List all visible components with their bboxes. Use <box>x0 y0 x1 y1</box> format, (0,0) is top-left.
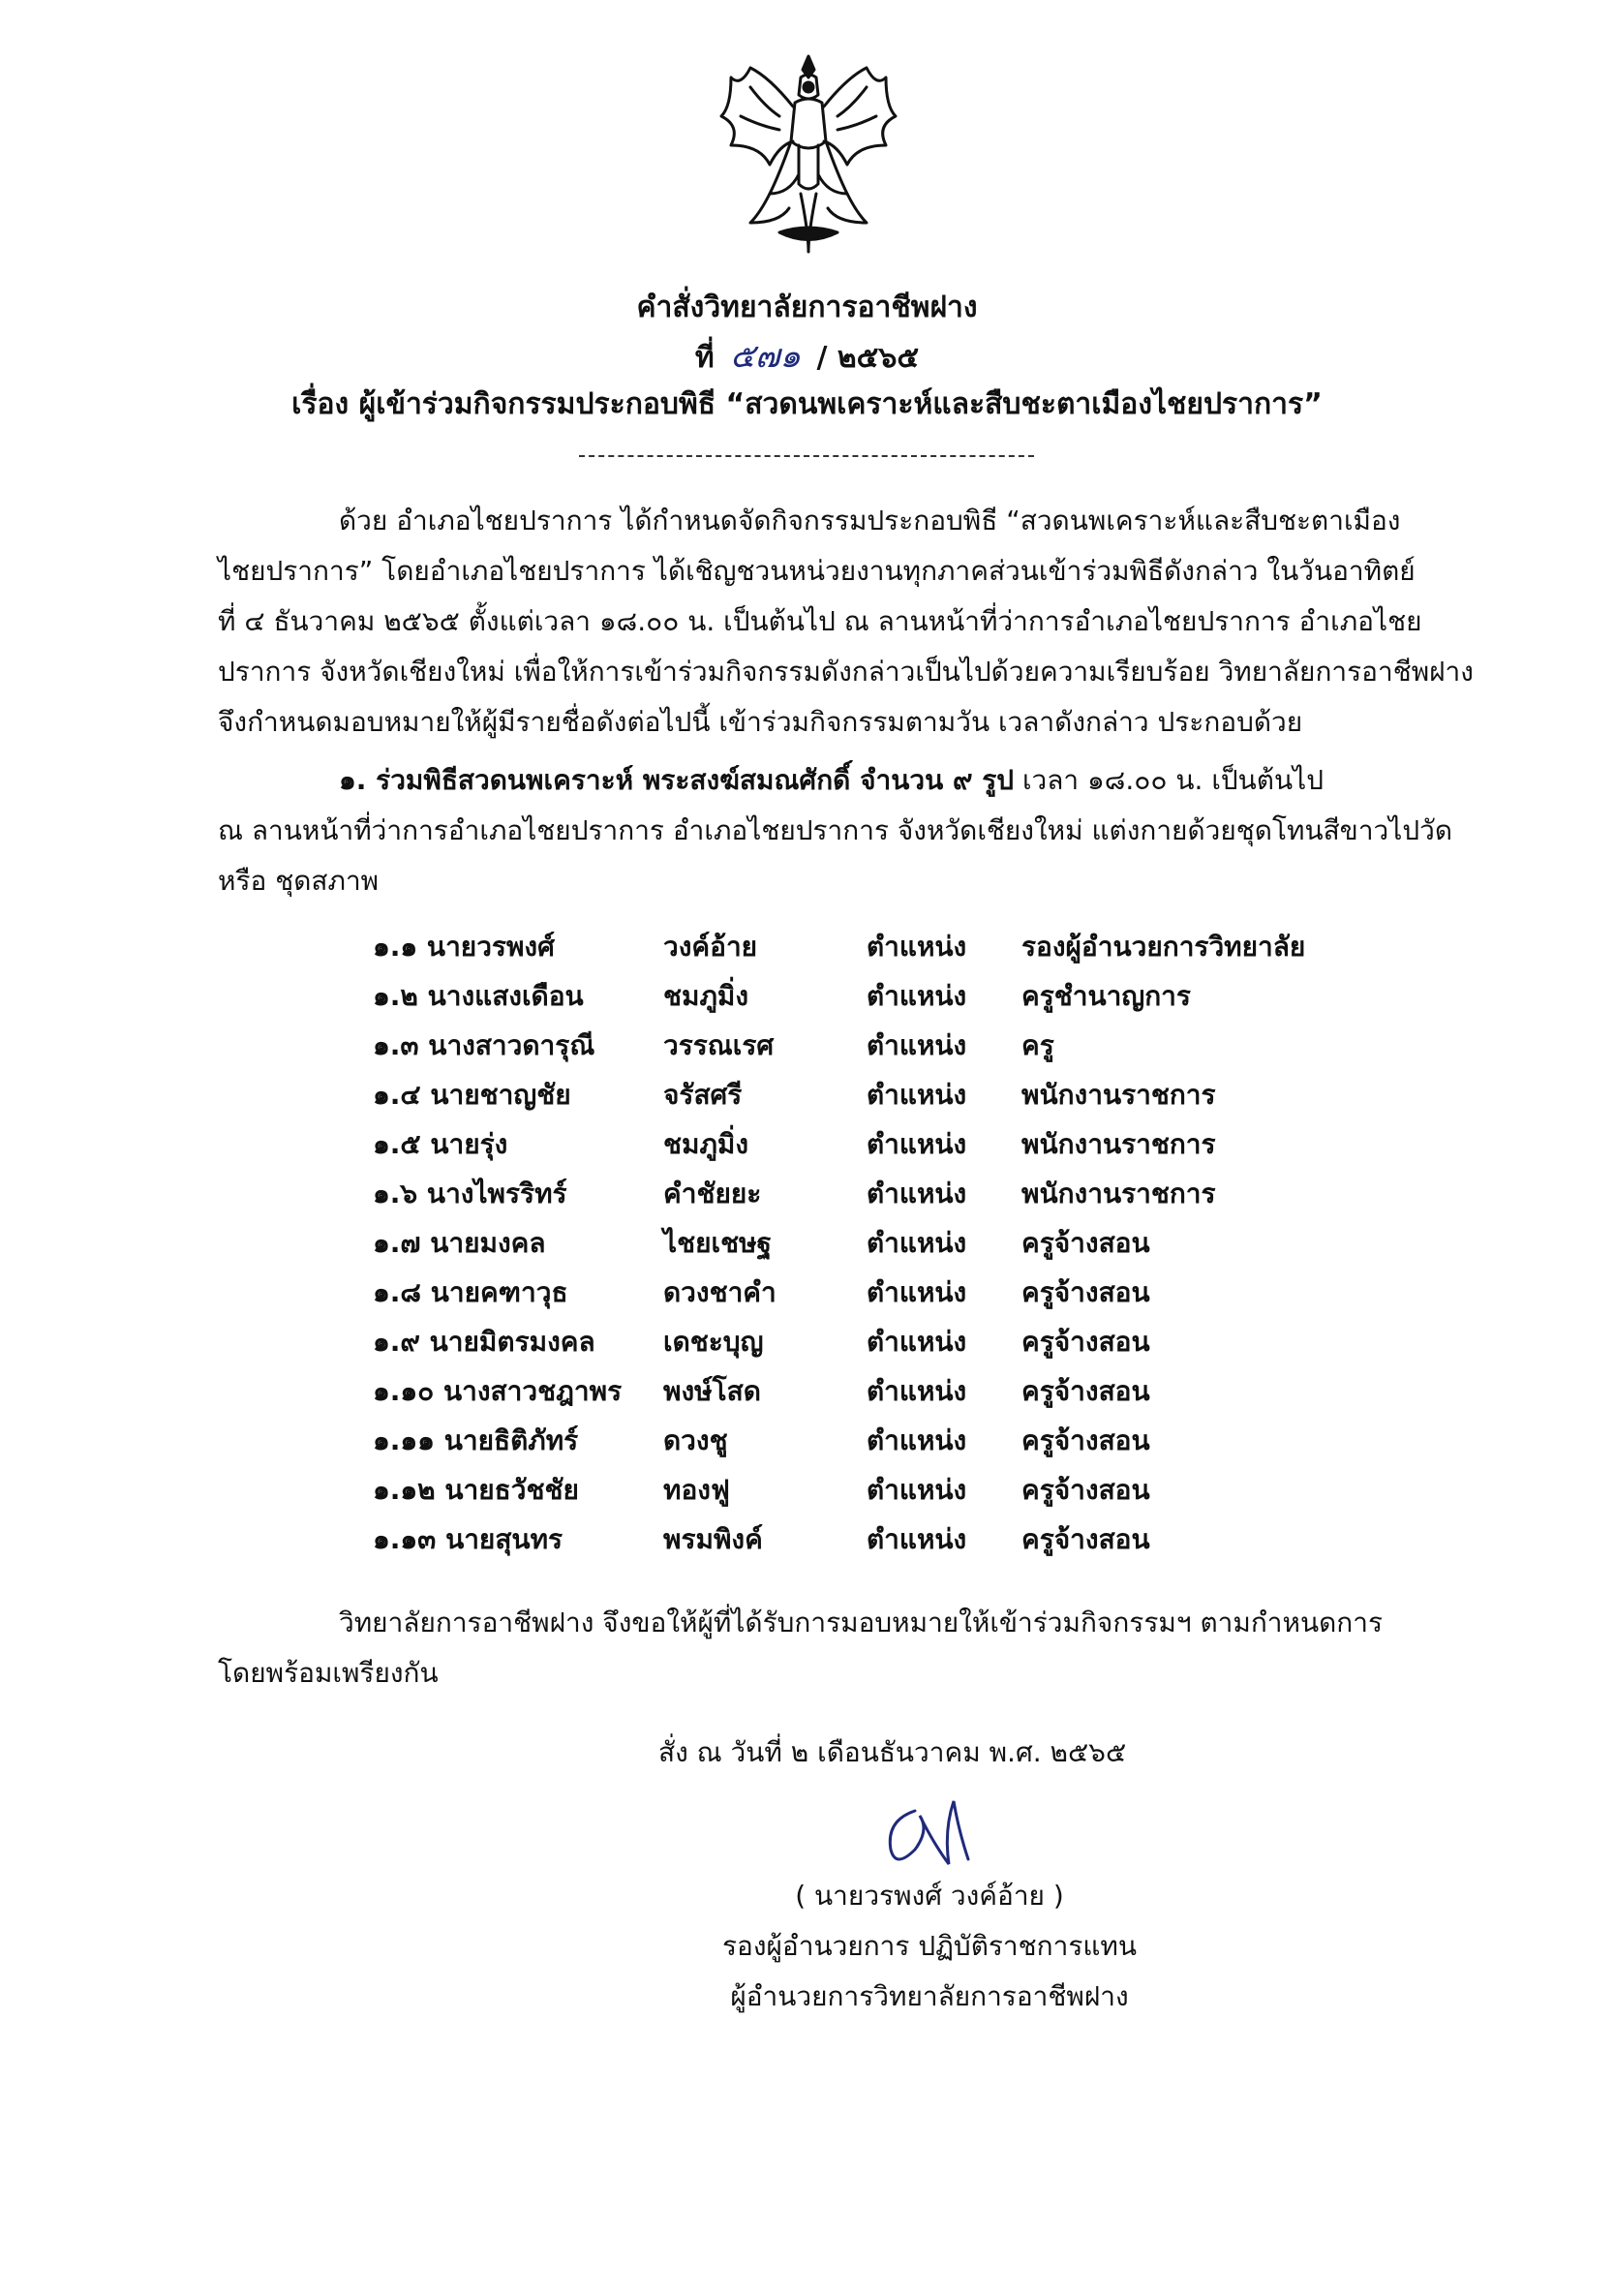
intro-line: ด้วย อำเภอไชยปราการ ได้กำหนดจัดกิจกรรมประกอบพิธี “สวดนพเคราะห์และสืบชะตาเมือง <box>339 505 1401 536</box>
position-label: ตำแหน่ง <box>867 1326 967 1358</box>
participant-name: ๑.๑๐ นางสาวชฎาพร <box>373 1375 623 1407</box>
participant-name: ๑.๑ นายวรพงศ์ <box>373 931 555 963</box>
participant-name: ๑.๑๓ นายสุนทร <box>373 1523 563 1555</box>
participant-surname: ไชยเชษฐ <box>663 1227 772 1259</box>
position-label: ตำแหน่ง <box>867 1375 967 1407</box>
participant-position: พนักงานราชการ <box>1021 1128 1216 1160</box>
participant-surname: ชมภูมิ่ง <box>663 980 749 1012</box>
position-label: ตำแหน่ง <box>867 1276 967 1308</box>
participant-surname: ดวงชาคำ <box>663 1276 777 1308</box>
item1-heading: ๑. ร่วมพิธีสวดนพเคราะห์ พระสงฆ์สมณศักดิ์ จำนวน ๙ รูป <box>339 764 1015 796</box>
item1-time: เวลา ๑๘.๐๐ น. เป็นต้นไป <box>1014 764 1324 796</box>
participant-name: ๑.๓ นางสาวดารุณี <box>373 1029 595 1061</box>
participant-position: รองผู้อำนวยการวิทยาลัย <box>1021 931 1306 963</box>
participant-name: ๑.๖ นางไพรริทร์ <box>373 1178 567 1209</box>
intro-paragraph <box>218 496 1477 748</box>
position-label: ตำแหน่ง <box>867 1079 967 1111</box>
order-date: สั่ง ณ วันที่ ๒ เดือนธันวาคม พ.ศ. ๒๕๖๕ <box>658 1736 1127 1768</box>
participant-position: ครู <box>1021 1029 1054 1061</box>
participant-position: ครูชำนาญการ <box>1021 980 1191 1012</box>
intro-line: จึงกำหนดมอบหมายให้ผู้มีรายชื่อดังต่อไปนี้ เข้าร่วมกิจกรรมตามวัน เวลาดังกล่าว ประกอบด้วย <box>218 706 1303 738</box>
item1-dress: หรือ ชุดสภาพ <box>218 865 380 897</box>
participant-position: ครูจ้างสอน <box>1021 1227 1150 1259</box>
participant-surname: คำชัยยะ <box>663 1178 762 1209</box>
position-label: ตำแหน่ง <box>867 931 967 963</box>
participant-surname: วงค์อ้าย <box>663 931 758 963</box>
position-label: ตำแหน่ง <box>867 1128 967 1160</box>
signer-name: ( นายวรพงศ์ วงค์อ้าย ) <box>795 1880 1064 1912</box>
participant-position: พนักงานราชการ <box>1021 1178 1216 1209</box>
participant-name: ๑.๒ นางแสงเดือน <box>373 980 584 1012</box>
participant-position: ครูจ้างสอน <box>1021 1375 1150 1407</box>
participant-name: ๑.๑๑ นายธิติภัทร์ <box>373 1424 579 1456</box>
participant-name: ๑.๙ นายมิตรมงคล <box>373 1326 595 1358</box>
title-divider <box>579 455 1034 457</box>
order-title: คำสั่งวิทยาลัยการอาชีพฝาง <box>636 291 978 324</box>
participant-name: ๑.๕ นายรุ่ง <box>373 1128 508 1160</box>
participant-surname: ทองฟู <box>663 1474 730 1506</box>
intro-line: ปราการ จังหวัดเชียงใหม่ เพื่อให้การเข้าร่วมกิจกรรมดังกล่าวเป็นไปด้วยความเรียบร้อย วิทยาลัยการอาชีพฝาง <box>218 656 1474 688</box>
participant-position: ครูจ้างสอน <box>1021 1474 1150 1506</box>
order-number <box>0 337 1614 378</box>
signer-title: รองผู้อำนวยการ ปฏิบัติราชการแทน <box>721 1930 1137 1962</box>
garuda-emblem-icon <box>712 48 905 261</box>
participant-surname: ดวงชู <box>663 1424 728 1456</box>
position-label: ตำแหน่ง <box>867 980 967 1012</box>
participant-name: ๑.๘ นายคฑาวุธ <box>373 1276 568 1308</box>
participant-surname: พรมพิงค์ <box>663 1523 763 1555</box>
participant-position: พนักงานราชการ <box>1021 1079 1216 1111</box>
participant-surname: ชมภูมิ่ง <box>663 1128 749 1160</box>
position-label: ตำแหน่ง <box>867 1227 967 1259</box>
number-prefix: ที่ <box>694 341 715 375</box>
participant-surname: วรรณเรศ <box>663 1029 775 1061</box>
item1-paragraph <box>218 755 1477 906</box>
closing-line: โดยพร้อมเพรียงกัน <box>218 1657 439 1689</box>
position-label: ตำแหน่ง <box>867 1523 967 1555</box>
intro-line: ที่ ๔ ธันวาคม ๒๕๖๕ ตั้งแต่เวลา ๑๘.๐๐ น. เป็นต้นไป ณ ลานหน้าที่ว่าการอำเภอไชยปราการ อำเภอไชย <box>218 605 1422 637</box>
position-label: ตำแหน่ง <box>867 1029 967 1061</box>
participant-name: ๑.๑๒ นายธวัชชัย <box>373 1474 579 1506</box>
closing-line: วิทยาลัยการอาชีพฝาง จึงขอให้ผู้ที่ได้รับการมอบหมายให้เข้าร่วมกิจกรรมฯ ตามกำหนดการ <box>339 1607 1383 1638</box>
participant-surname: เดชะบุญ <box>663 1326 764 1358</box>
position-label: ตำแหน่ง <box>867 1178 967 1209</box>
participant-surname: จรัสศรี <box>663 1079 743 1111</box>
participant-position: ครูจ้างสอน <box>1021 1523 1150 1555</box>
participant-name: ๑.๗ นายมงคล <box>373 1227 546 1259</box>
item1-location: ณ ลานหน้าที่ว่าการอำเภอไชยปราการ อำเภอไชยปราการ จังหวัดเชียงใหม่ แต่งกายด้วยชุดโทนสีขาวไปวัด <box>218 814 1453 846</box>
participant-surname: พงษ์โสด <box>663 1375 761 1407</box>
participant-position: ครูจ้างสอน <box>1021 1326 1150 1358</box>
participant-position: ครูจ้างสอน <box>1021 1276 1150 1308</box>
participant-position: ครูจ้างสอน <box>1021 1424 1150 1456</box>
intro-line: ไชยปราการ” โดยอำเภอไชยปราการ ได้เชิญชวนหน่วยงานทุกภาคส่วนเข้าร่วมพิธีดังกล่าว ในวันอาทิตย์ <box>218 555 1416 587</box>
participant-name: ๑.๔ นายชาญชัย <box>373 1079 571 1111</box>
signature-icon <box>876 1791 983 1879</box>
number-handwritten: ๕๗๑ <box>730 337 802 376</box>
signer-title-2: ผู้อำนวยการวิทยาลัยการอาชีพฝาง <box>730 1980 1129 2012</box>
position-label: ตำแหน่ง <box>867 1474 967 1506</box>
number-year: / ๒๕๖๕ <box>816 341 920 375</box>
closing-paragraph <box>218 1598 1477 1699</box>
position-label: ตำแหน่ง <box>867 1424 967 1456</box>
subject-line: เรื่อง ผู้เข้าร่วมกิจกรรมประกอบพิธี “สวดนพเคราะห์และสืบชะตาเมืองไชยปราการ” <box>291 387 1323 421</box>
